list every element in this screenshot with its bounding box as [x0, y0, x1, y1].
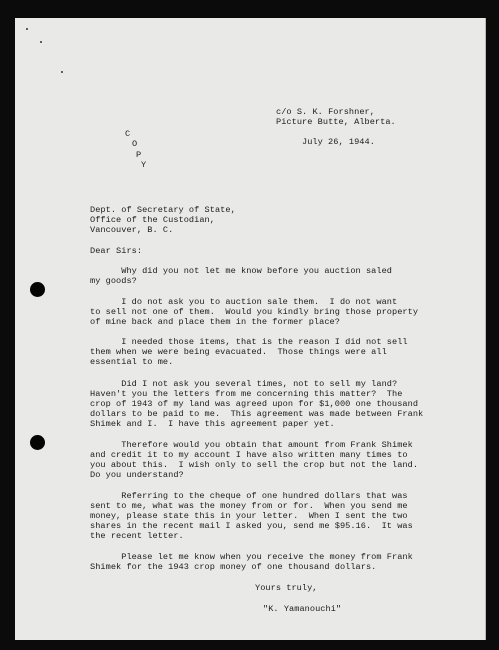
body-line: of mine back and place them in the former place?	[90, 317, 340, 327]
body-line: Haven't you the letters from me concerning this matter? The	[90, 389, 403, 399]
body-line: you about this. I wish only to sell the crop but not the land.	[90, 460, 419, 470]
letter-date: July 26, 1944.	[302, 137, 375, 147]
copy-stamp-letter: Y	[141, 160, 147, 170]
body-line: I needed those items, that is the reason I did not sell	[90, 337, 408, 347]
salutation: Dear Sirs:	[90, 246, 143, 256]
sender-address-line-2: Picture Butte, Alberta.	[276, 117, 396, 127]
copy-stamp-letter: P	[136, 150, 142, 160]
recipient-line-3: Vancouver, B. C.	[90, 225, 174, 235]
copy-stamp-letter: C	[125, 129, 131, 139]
punch-hole	[30, 282, 45, 297]
closing: Yours truly,	[255, 583, 318, 593]
body-line: Shimek and I. I have this agreement paper yet.	[90, 419, 335, 429]
body-line: crop of 1943 of my land was agreed upon for $1,000 one thousand	[90, 399, 419, 409]
recipient-line-1: Dept. of Secretary of State,	[90, 205, 236, 215]
body-line: sent to me, what was the money from or for. When you send me	[90, 501, 408, 511]
body-line: essential to me.	[90, 357, 174, 367]
body-line: and credit it to my account I have also written many times to	[90, 450, 408, 460]
punch-hole	[30, 435, 45, 450]
body-line: Please let me know when you receive the money from Frank	[90, 552, 413, 562]
signature: "K. Yamanouchi"	[263, 604, 342, 614]
body-line: Shimek for the 1943 crop money of one thousand dollars.	[90, 562, 377, 572]
body-line: the recent letter.	[90, 531, 184, 541]
body-line: dollars to be paid to me. This agreement was made between Frank	[90, 409, 424, 419]
body-line: I do not ask you to auction sale them. I do not want	[90, 297, 398, 307]
body-line: to sell not one of them. Would you kindly bring those property	[90, 307, 419, 317]
body-line: them when we were being evacuated. Those things were all	[90, 347, 387, 357]
body-line: my goods?	[90, 276, 137, 286]
body-line: Why did you not let me know before you auction saled	[90, 266, 393, 276]
body-line: Do you understand?	[90, 470, 184, 480]
recipient-line-2: Office of the Custodian,	[90, 215, 215, 225]
sender-address-line-1: c/o S. K. Forshner,	[276, 107, 375, 117]
body-line: money, please state this in your letter. When I sent the two	[90, 511, 408, 521]
letter-page	[15, 18, 486, 640]
scan-speck	[40, 41, 42, 43]
body-line: Referring to the cheque of one hundred dollars that was	[90, 491, 408, 501]
scan-speck	[61, 71, 63, 73]
scan-speck	[26, 28, 28, 30]
body-line: shares in the recent mail I asked you, send me $95.16. It was	[90, 521, 413, 531]
copy-stamp-letter: O	[132, 139, 138, 149]
body-line: Did I not ask you several times, not to sell my land?	[90, 379, 398, 389]
body-line: Therefore would you obtain that amount from Frank Shimek	[90, 440, 413, 450]
